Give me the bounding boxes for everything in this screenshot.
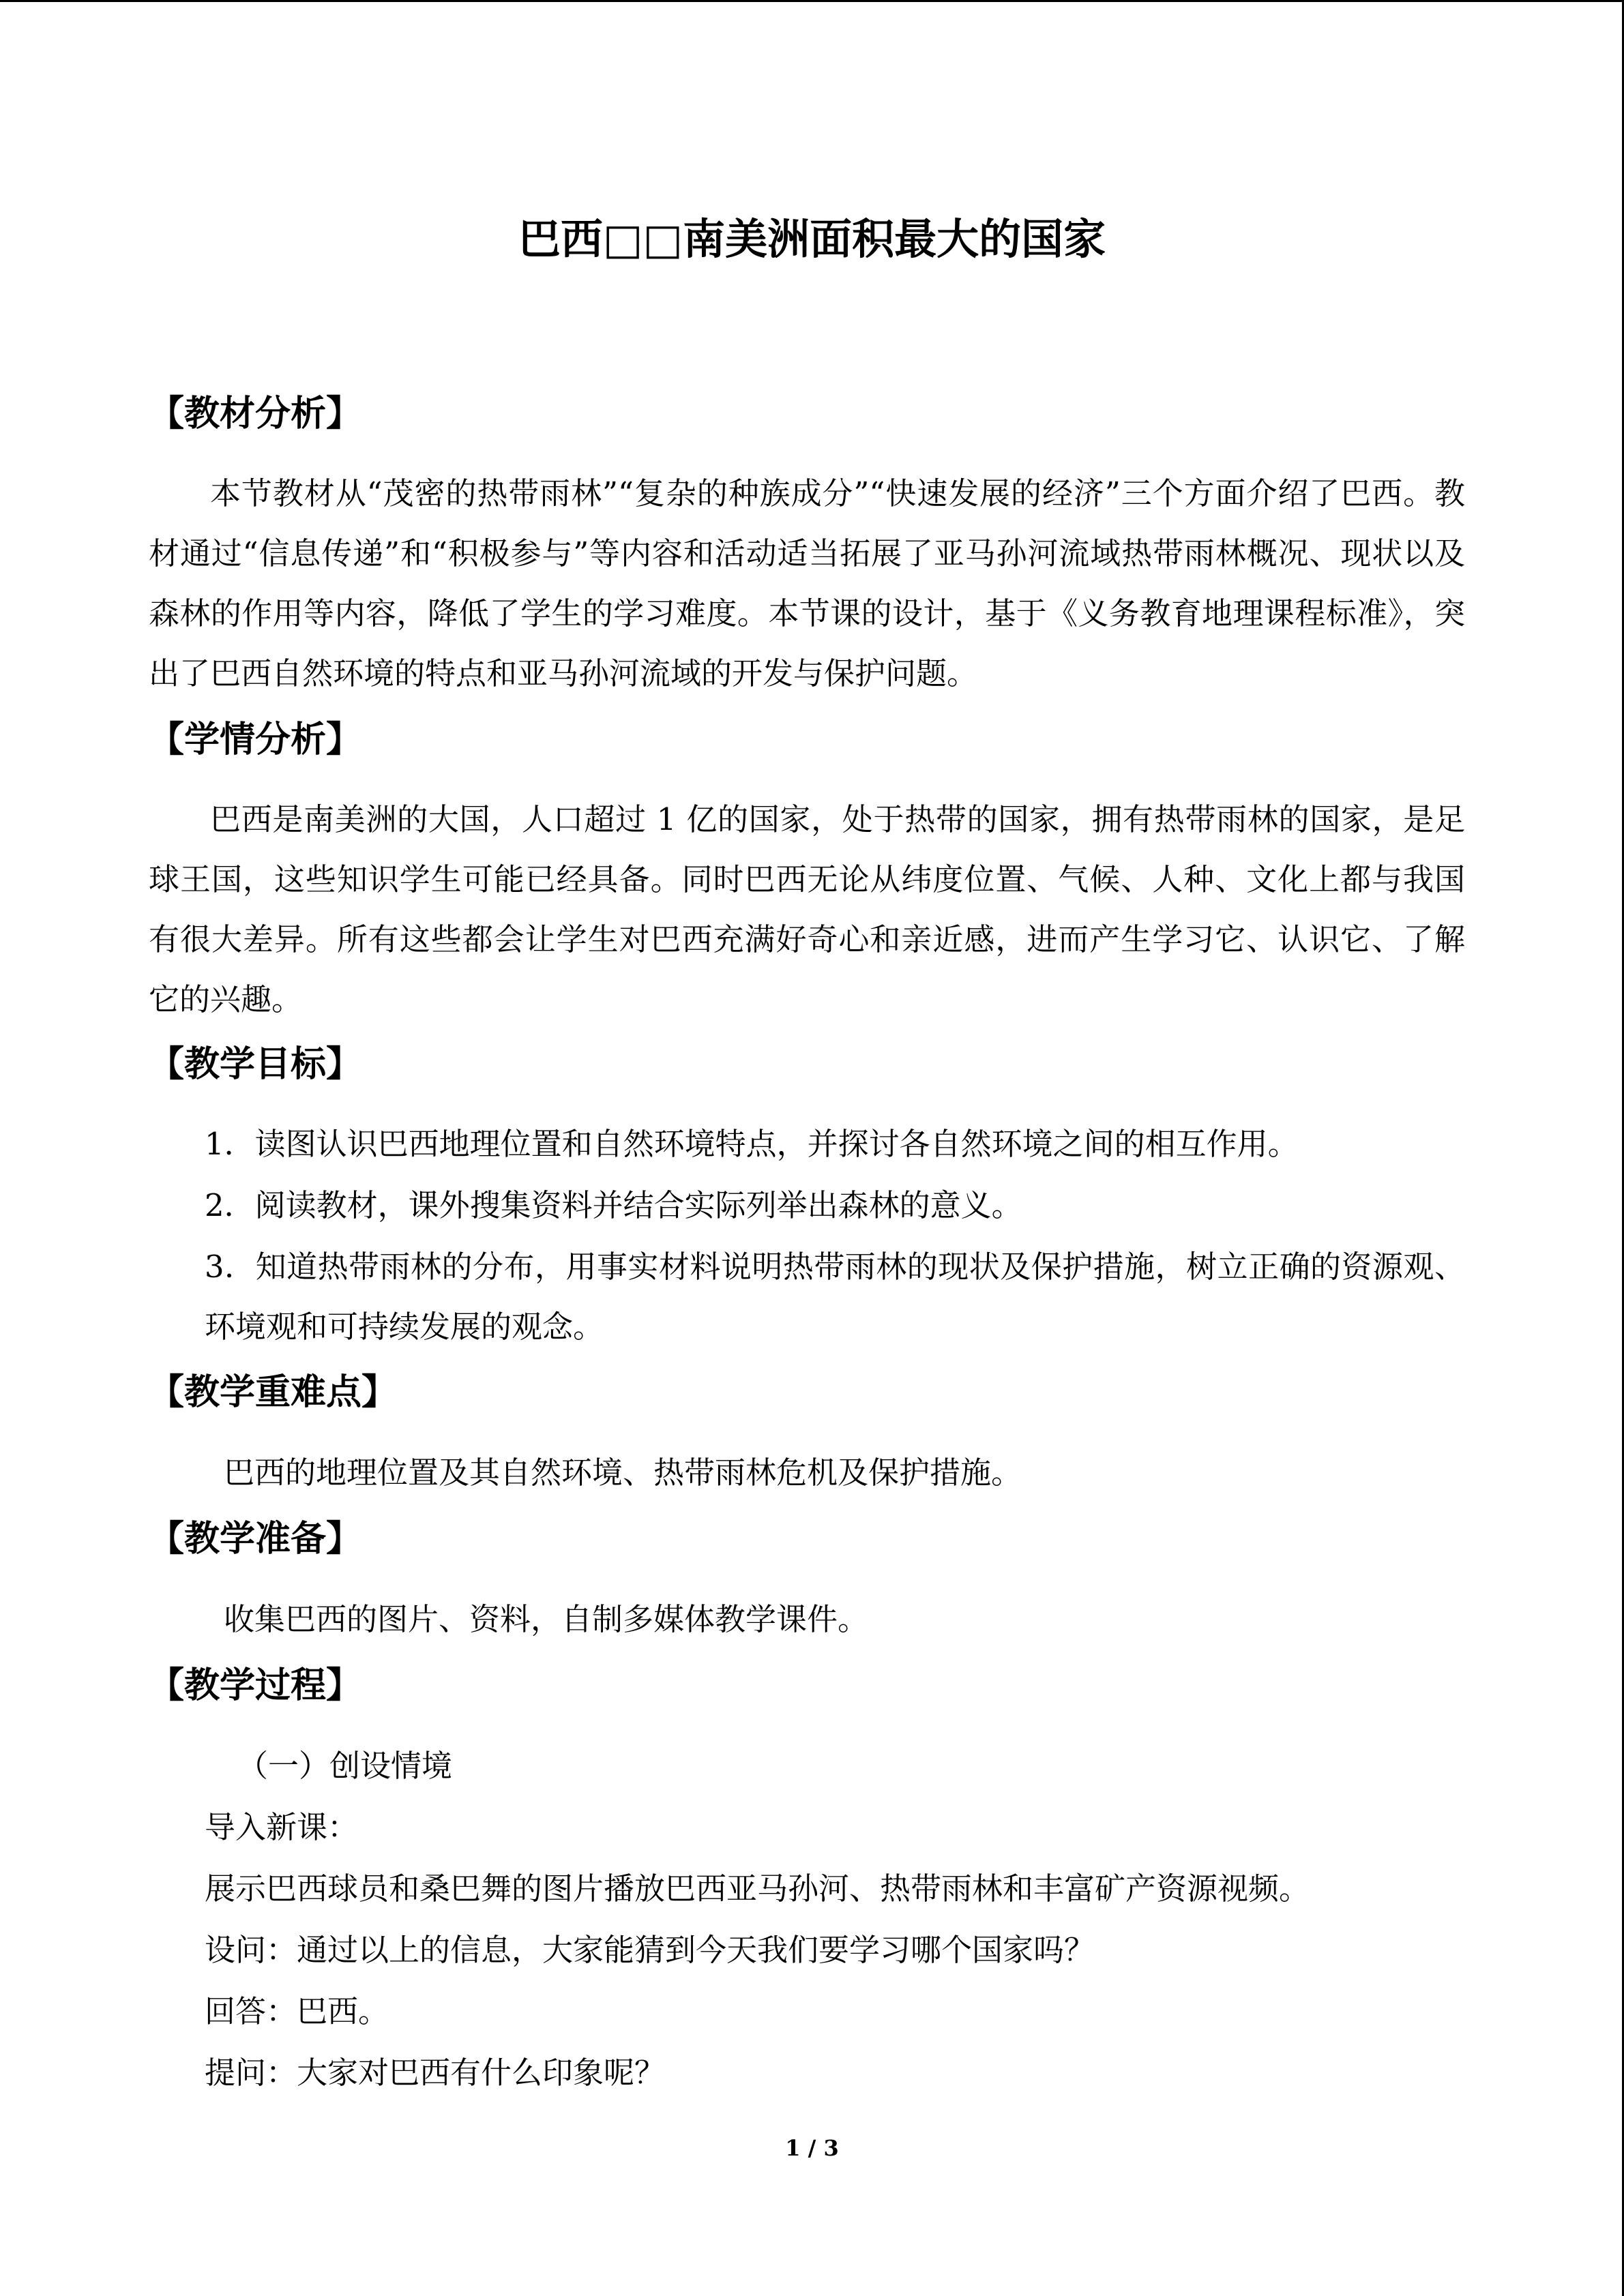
process-line-5: 提问：大家对巴西有什么印象呢？	[205, 2055, 666, 2091]
section-heading-process: 【教学过程】	[149, 1665, 362, 1706]
page-top-border	[0, 0, 1624, 2]
goal-item-2: 2．阅读教材，课外搜集资料并结合实际列举出森林的意义。	[205, 1187, 1022, 1223]
goal-item-3: 3．知道热带雨林的分布，用事实材料说明热带雨林的现状及保护措施，树立正确的资源观、环境观和可持续发展的观念。	[205, 1249, 1465, 1345]
section-heading-teaching-goals: 【教学目标】	[149, 1044, 362, 1085]
process-line-3: 设问：通过以上的信息，大家能猜到今天我们要学习哪个国家吗？	[205, 1932, 1095, 1968]
section-heading-textbook-analysis: 【教材分析】	[149, 393, 362, 434]
section-heading-key-points: 【教学重难点】	[149, 1372, 398, 1413]
section-heading-student-analysis: 【学情分析】	[149, 719, 362, 760]
page-number: 1 / 3	[785, 2135, 839, 2161]
process-line-2: 展示巴西球员和桑巴舞的图片播放巴西亚马孙河、热带雨林和丰富矿产资源视频。	[205, 1870, 1310, 1907]
process-sub-heading: （一）创设情境	[237, 1748, 453, 1784]
goal-item-1: 1．读图认识巴西地理位置和自然环境特点，并探讨各自然环境之间的相互作用。	[205, 1126, 1299, 1162]
process-line-4: 回答：巴西。	[205, 1993, 389, 2029]
paragraph-student-analysis: 巴西是南美洲的大国，人口超过 1 亿的国家，处于热带的国家，拥有热带雨林的国家，是足球王国，这些知识学生可能已经具备。同时巴西无论从纬度位置、气候、人种、文化上都与我国有很大差异。所有这些都会让学生对巴西充满好奇心和亲近感，进而产生学习它、认识它、了解它的兴趣。	[149, 801, 1465, 1017]
page-title: 巴西□□南美洲面积最大的国家	[518, 214, 1106, 264]
section-heading-preparation: 【教学准备】	[149, 1519, 362, 1560]
paragraph-key-points: 巴西的地理位置及其自然环境、热带雨林危机及保护措施。	[224, 1455, 1022, 1491]
paragraph-textbook-analysis: 本节教材从“茂密的热带雨林”“复杂的种族成分”“快速发展的经济”三个方面介绍了巴西。教材通过“信息传递”和“积极参与”等内容和活动适当拓展了亚马孙河流域热带雨林概况、现状以及森林的作用等内容，降低了学生的学习难度。本节课的设计，基于《义务教育地理课程标准》，突出了巴西自然环境的特点和亚马孙河流域的开发与保护问题。	[149, 475, 1465, 691]
paragraph-preparation: 收集巴西的图片、资料，自制多媒体教学课件。	[224, 1601, 869, 1637]
process-line-1: 导入新课：	[205, 1809, 359, 1845]
